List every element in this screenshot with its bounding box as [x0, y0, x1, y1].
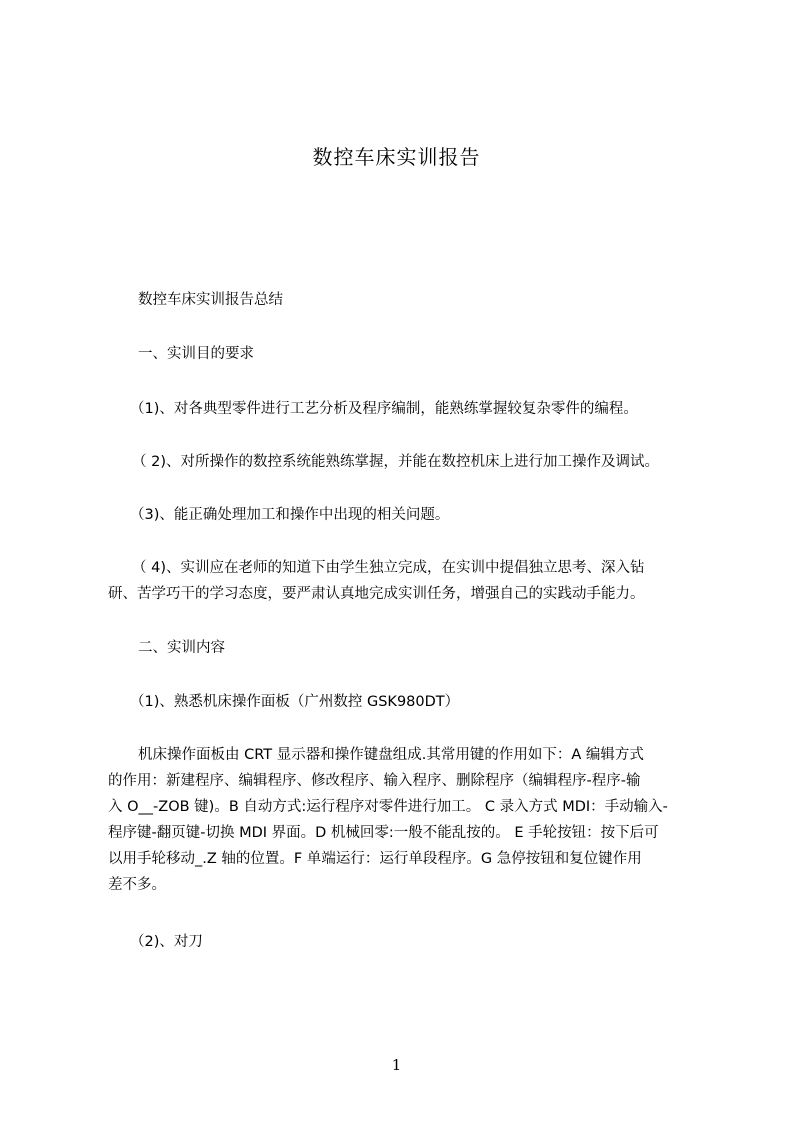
- section-1-heading: 一、实训目的要求: [138, 346, 254, 362]
- content-item-2: （2)、对刀: [130, 934, 203, 950]
- requirement-item-4: [108, 555, 702, 607]
- content-item-1: （1)、熟悉机床操作面板（广州数控 GSK980DT）: [130, 694, 460, 710]
- page-number: 1: [391, 1056, 402, 1074]
- requirement-item-1: （1)、对各典型零件进行工艺分析及程序编制，能熟练掌握较复杂零件的编程。: [130, 401, 638, 417]
- panel-description-line-4: 程序键-翻页键-切换 MDI 界面。D 机械回零:一般不能乱按的。 E 手轮按钮：按下后可: [108, 825, 659, 841]
- panel-description: [108, 742, 704, 898]
- section-2-heading: 二、实训内容: [138, 640, 225, 656]
- panel-description-line-1: 机床操作面板由 CRT 显示器和操作键盘组成.其常用键的作用如下：A 编辑方式: [138, 747, 644, 763]
- document-title: 数控车床实训报告: [312, 145, 481, 169]
- requirement-item-2: （ 2)、对所操作的数控系统能熟练掌握，并能在数控机床上进行加工操作及调试。: [132, 454, 659, 470]
- requirement-item-4-line-1: （ 4)、实训应在老师的知道下由学生独立完成，在实训中提倡独立思考、深入钻: [132, 560, 645, 576]
- panel-description-line-2: 的作用：新建程序、编辑程序、修改程序、输入程序、删除程序（编辑程序-程序-输: [108, 773, 641, 789]
- requirement-item-3: （3)、能正确处理加工和操作中出现的相关问题。: [130, 507, 450, 523]
- panel-description-line-5: 以用手轮移动_.Z 轴的位置。F 单端运行：运行单段程序。G 急停按钮和复位键作用: [108, 851, 642, 867]
- summary-heading: 数控车床实训报告总结: [138, 292, 283, 308]
- panel-description-line-6: 差不多。: [108, 877, 166, 893]
- panel-description-line-3: 入 O__-ZOB 键)。B 自动方式:运行程序对零件进行加工。 C 录入方式 MDI：手动输入-: [108, 799, 668, 815]
- requirement-item-4-line-2: 研、苦学巧干的学习态度，要严肃认真地完成实训任务，增强自己的实践动手能力。: [108, 586, 645, 602]
